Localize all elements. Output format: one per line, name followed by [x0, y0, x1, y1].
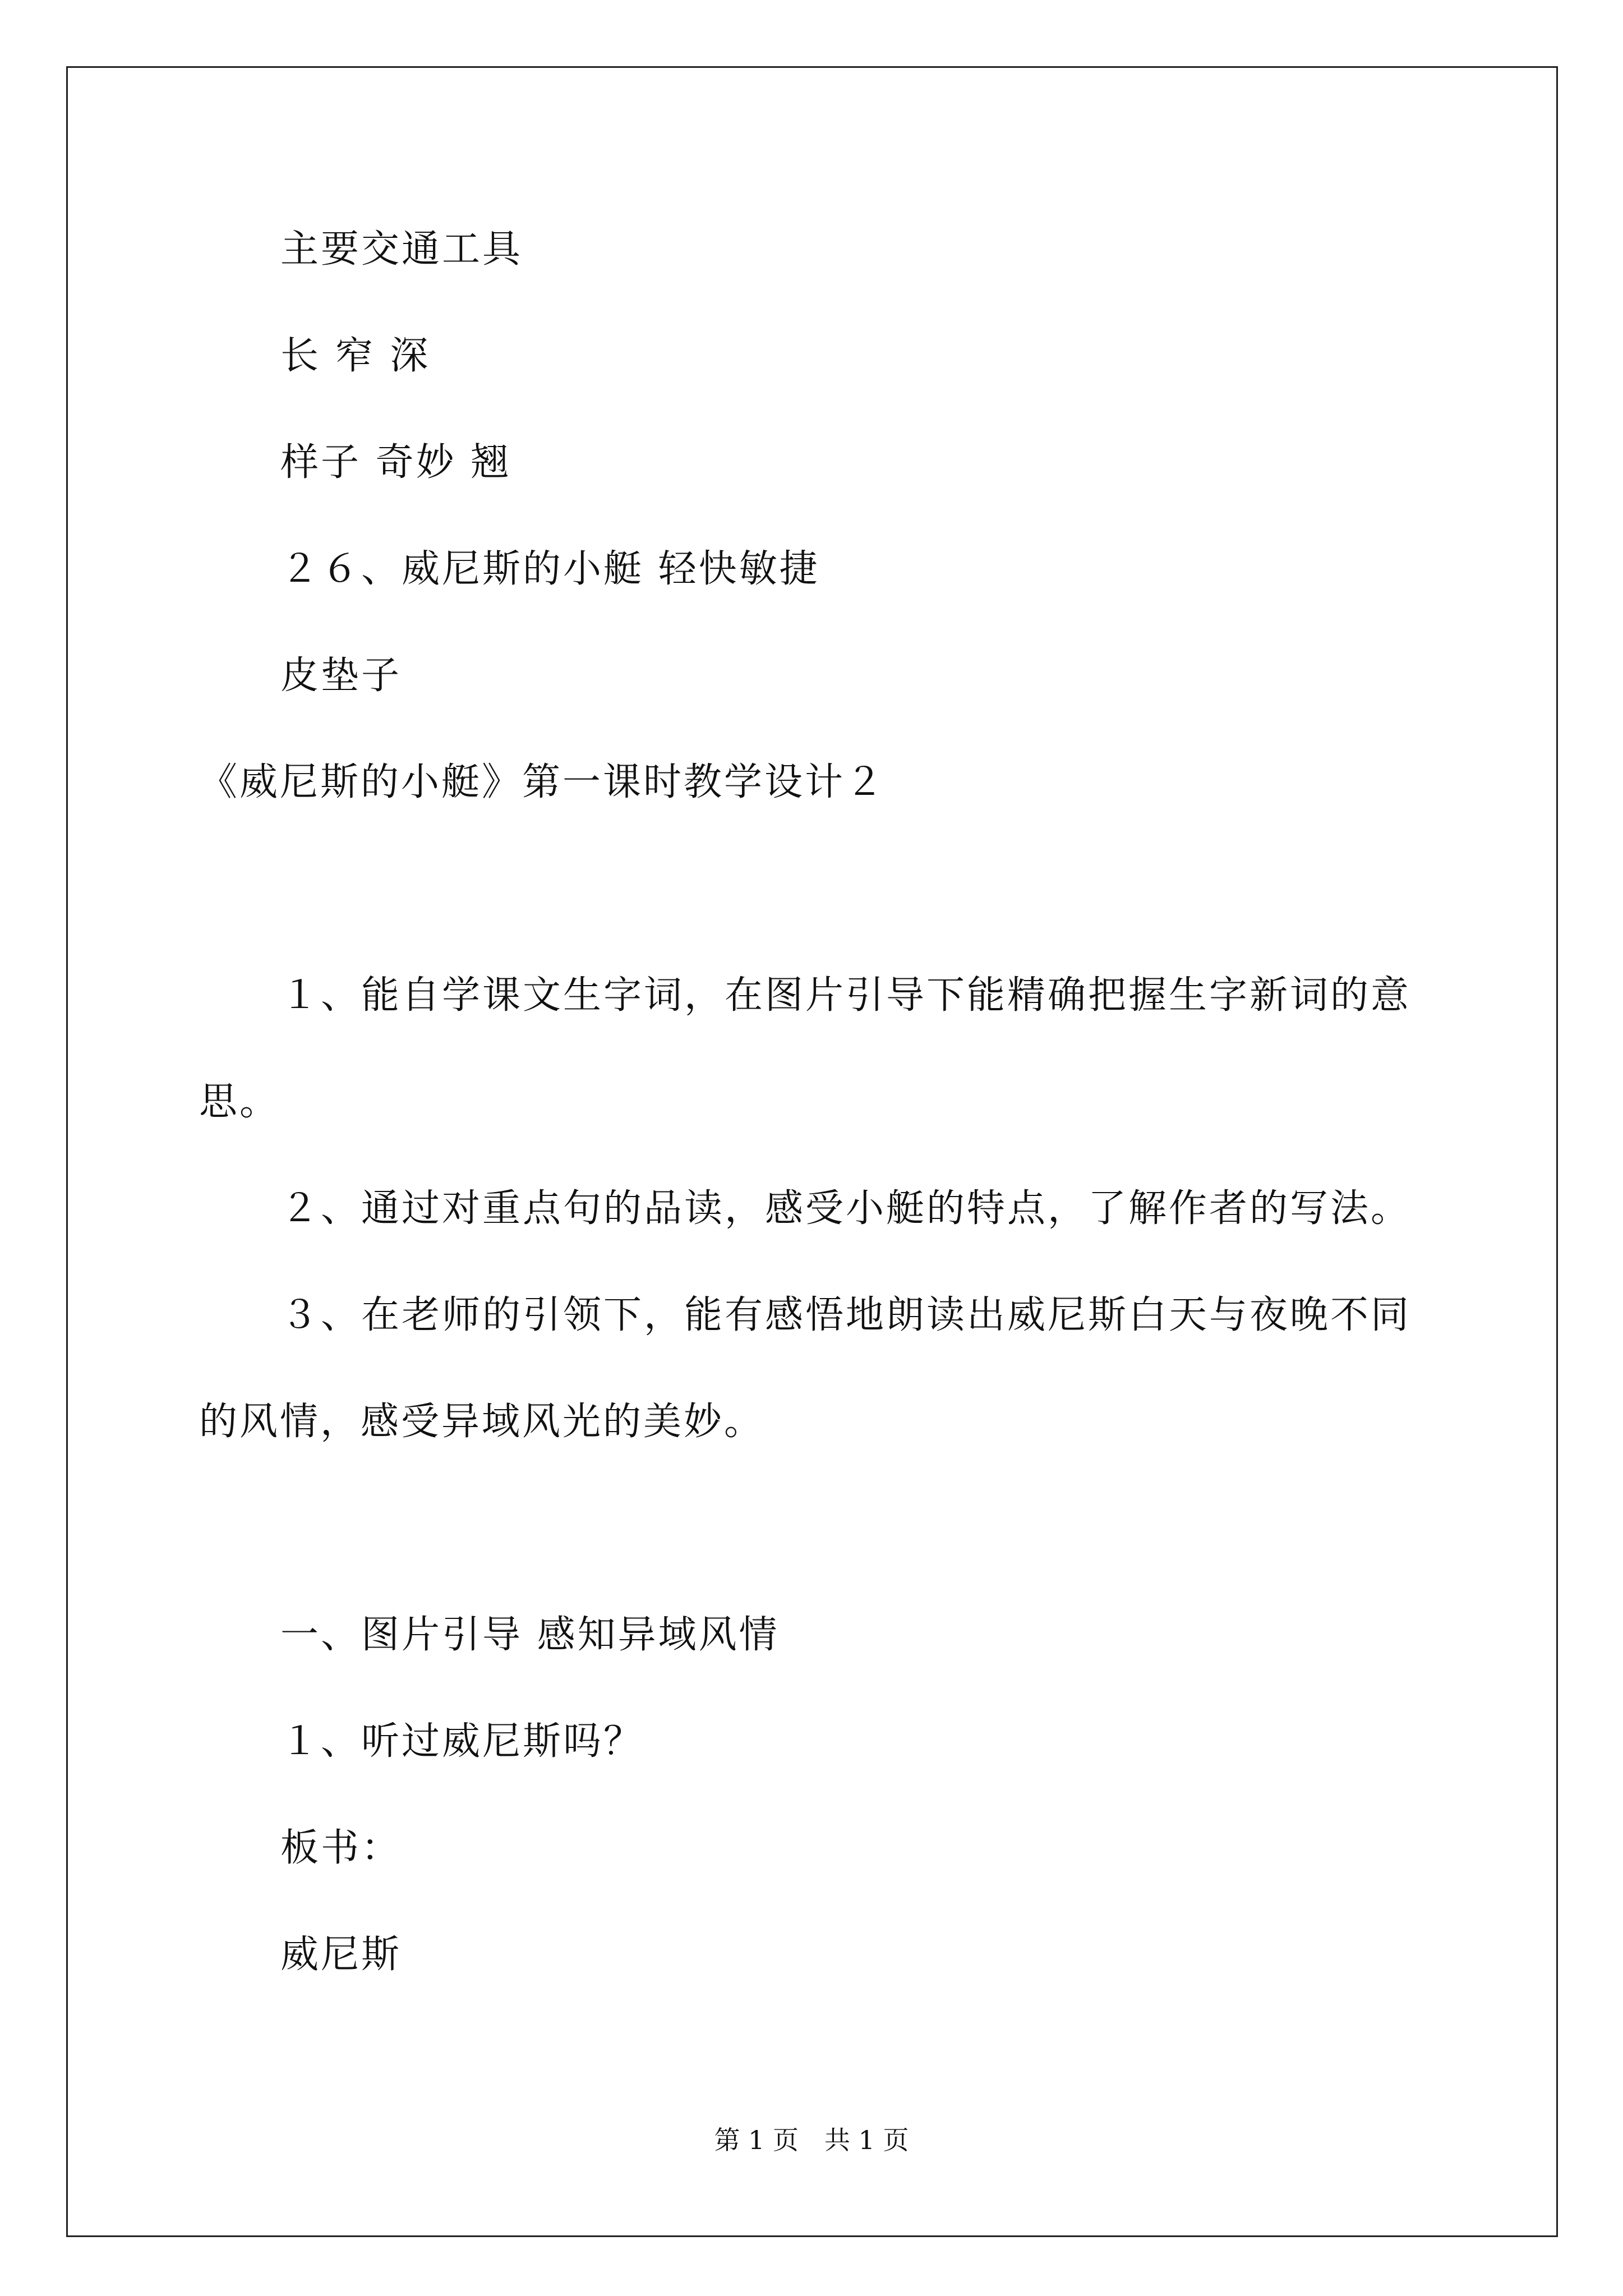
- section-heading: 《威尼斯的小艇》第一课时教学设计２: [199, 760, 886, 804]
- text-line: ２、通过对重点句的品读，感受小艇的特点，了解作者的写法。: [280, 1186, 1412, 1231]
- text-line: 威尼斯: [280, 1932, 402, 1977]
- text-line: 一、图片引导 感知异域风情: [280, 1613, 780, 1657]
- text-line: 长 窄 深: [280, 334, 431, 378]
- page-footer: 第 1 页 共 1 页: [714, 2125, 909, 2155]
- text-line: １、听过威尼斯吗？: [280, 1719, 644, 1764]
- text-line: １、能自学课文生字词，在图片引导下能精确把握生字新词的意: [280, 973, 1412, 1018]
- text-line: ３、在老师的引领下，能有感悟地朗读出威尼斯白天与夜晚不同: [280, 1293, 1412, 1337]
- text-line: 思。: [199, 1080, 280, 1124]
- text-line: 板书：: [280, 1826, 402, 1870]
- page-border: [66, 66, 1558, 2237]
- text-line: 样子 奇妙 翘: [280, 440, 511, 485]
- text-line: 皮垫子: [280, 654, 402, 698]
- text-line: 的风情，感受异域风光的美妙。: [199, 1400, 765, 1444]
- text-line: 主要交通工具: [280, 227, 523, 272]
- text-line: ２６、威尼斯的小艇 轻快敏捷: [280, 547, 820, 591]
